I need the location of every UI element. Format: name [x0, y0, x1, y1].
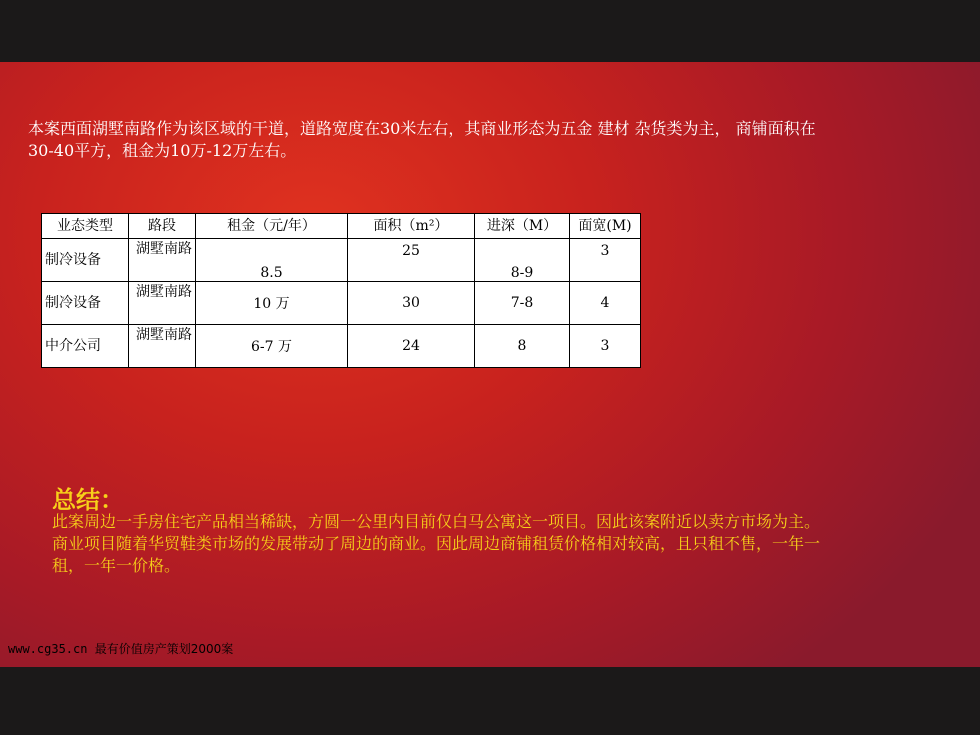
header-width: 面宽(M) [570, 214, 641, 239]
footer-site: www.cg35.cn [8, 642, 88, 656]
cell-depth: 8 [475, 325, 570, 368]
cell-area: 25 [348, 239, 475, 282]
cell-rent: 10 万 [196, 282, 348, 325]
table-row [42, 325, 641, 368]
header-rent: 租金（元/年） [196, 214, 348, 239]
cell-area: 24 [348, 325, 475, 368]
header-depth: 进深（M） [475, 214, 570, 239]
cell-rent: 6-7 万 [196, 325, 348, 368]
footer-watermark [8, 640, 233, 657]
cell-type: 中介公司 [42, 325, 129, 368]
cell-depth: 8-9 [475, 239, 570, 282]
table-row [42, 239, 641, 282]
cell-type: 制冷设备 [42, 282, 129, 325]
cell-type: 制冷设备 [42, 239, 129, 282]
rent-table [41, 213, 641, 368]
cell-area: 30 [348, 282, 475, 325]
intro-paragraph: 本案西面湖墅南路作为该区域的干道，道路宽度在30米左右，其商业形态为五金 建材 杂货类为主， 商铺面积在30-40平方，租金为10万-12万左右。 [28, 119, 816, 160]
cell-road: 湖墅南路 [129, 325, 196, 368]
summary-title: 总结： [52, 486, 124, 514]
cell-road: 湖墅南路 [129, 282, 196, 325]
cell-depth: 7-8 [475, 282, 570, 325]
header-area: 面积（m²） [348, 214, 475, 239]
footer-tagline: 最有价值房产策划2000案 [94, 642, 234, 656]
top-letterbox-bar [0, 0, 980, 62]
header-type: 业态类型 [42, 214, 129, 239]
header-road: 路段 [129, 214, 196, 239]
cell-rent: 8.5 [196, 239, 348, 282]
cell-width: 4 [570, 282, 641, 325]
slide [0, 62, 980, 667]
bottom-letterbox-bar [0, 667, 980, 735]
cell-road: 湖墅南路 [129, 239, 196, 282]
table-row [42, 282, 641, 325]
cell-width: 3 [570, 239, 641, 282]
summary-paragraph: 此案周边一手房住宅产品相当稀缺，方圆一公里内目前仅白马公寓这一项目。因此该案附近以卖方市场为主。商业项目随着华贸鞋类市场的发展带动了周边的商业。因此周边商铺租赁价格相对较高，且只租不售，一年一租，一年一价格。 [52, 512, 821, 575]
cell-width: 3 [570, 325, 641, 368]
table-header-row [42, 214, 641, 239]
